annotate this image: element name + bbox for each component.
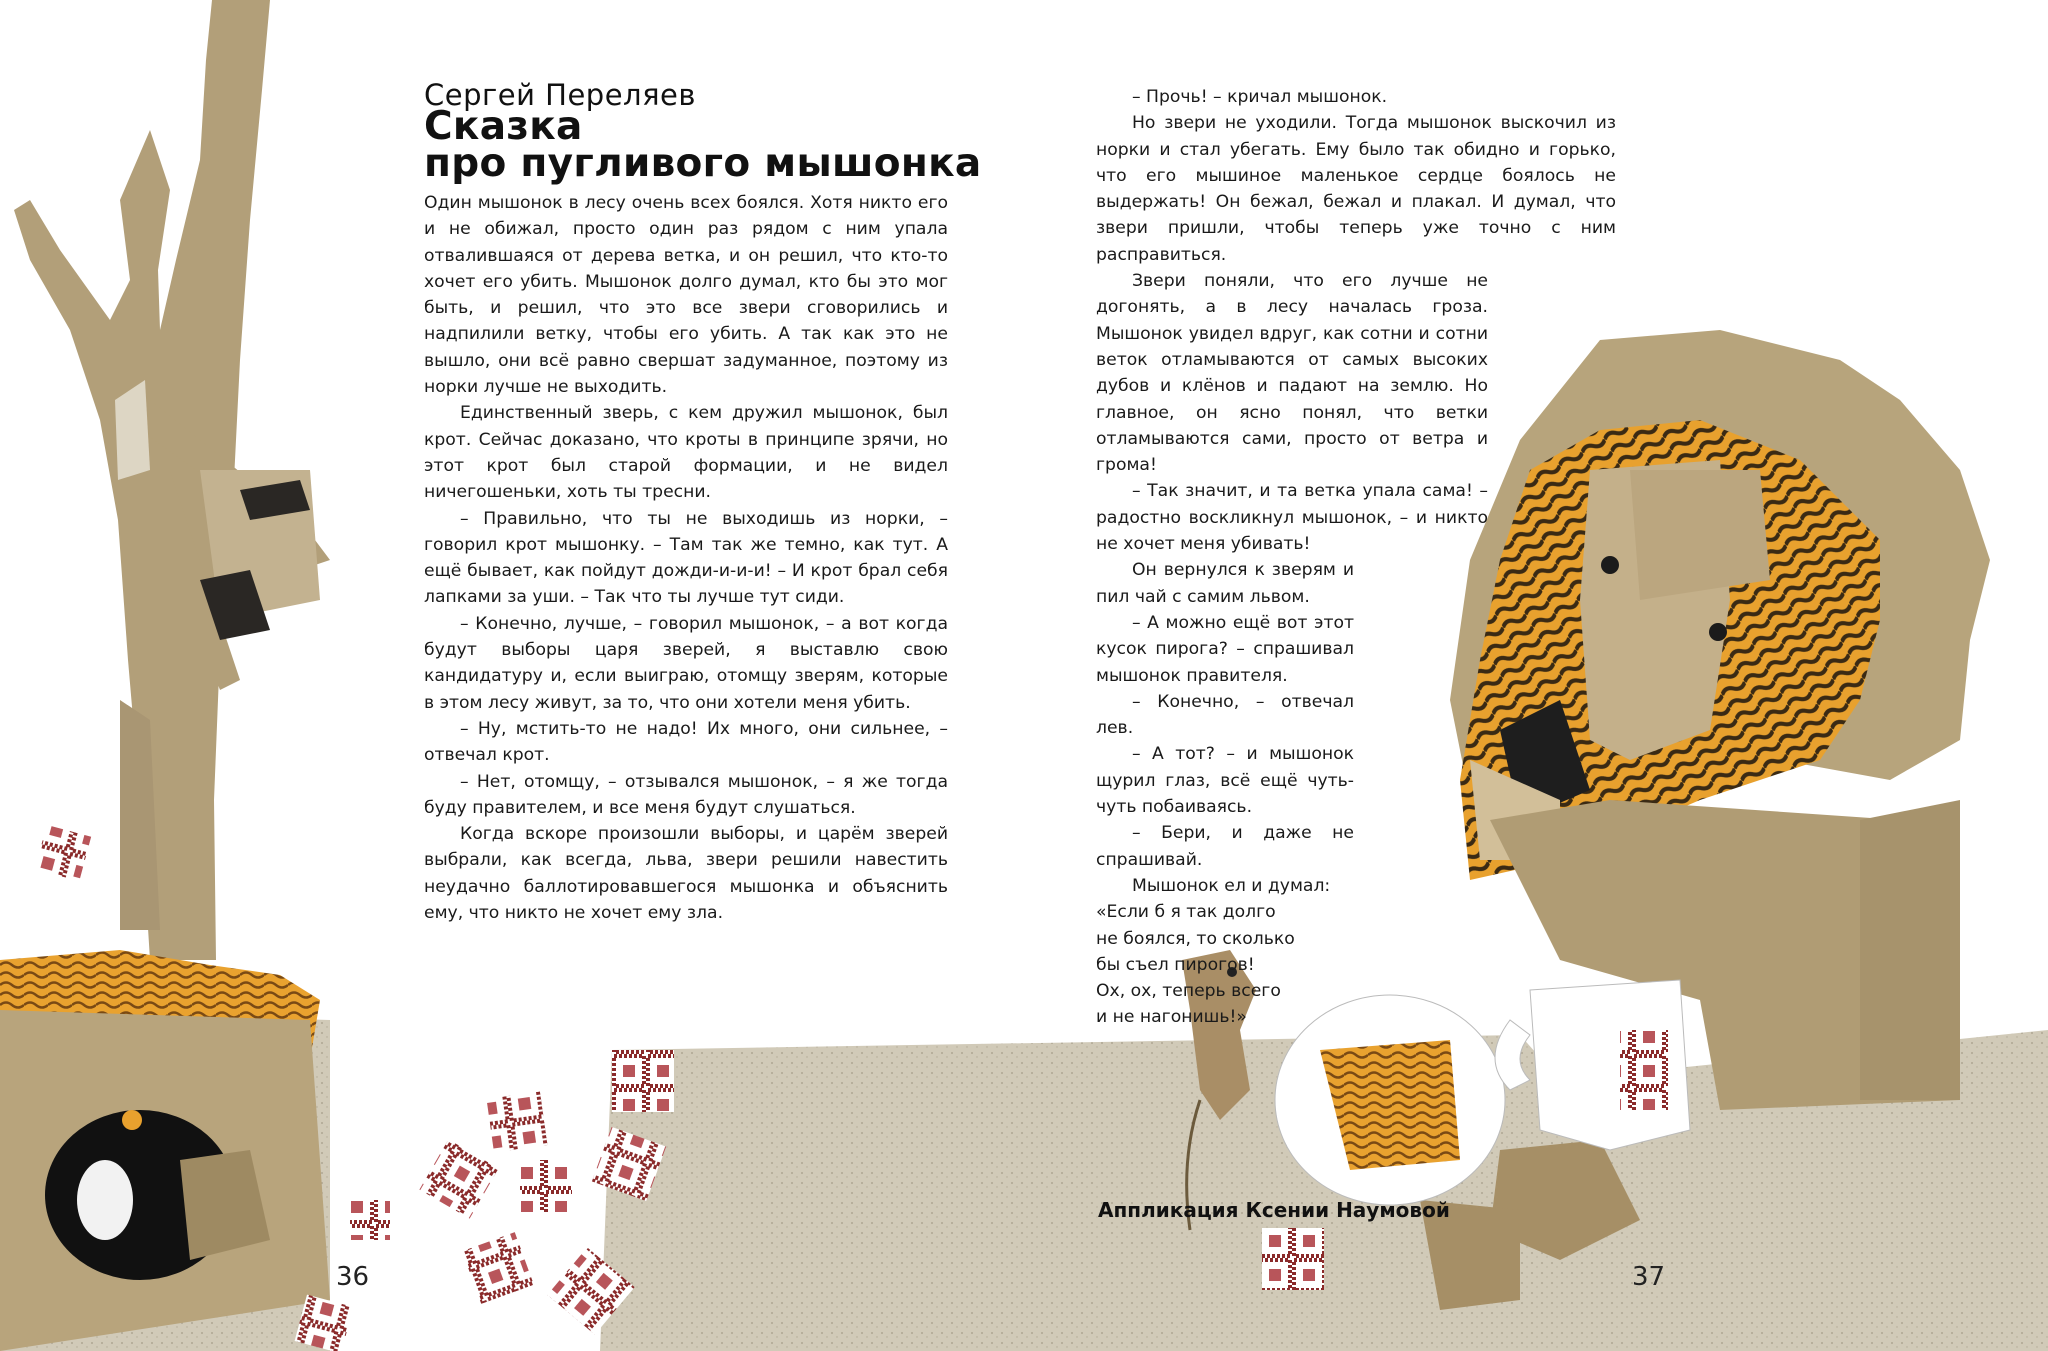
paragraph: – Бери, и даже не спрашивай. <box>1096 823 1354 870</box>
paragraph: – Так значит, и та ветка упала сама! – радостно воскликнул мышонок, – и никто не хочет меня убивать! <box>1096 481 1488 555</box>
illustration-credit: Аппликация Ксении Наумовой <box>1098 1198 1450 1222</box>
poem-line: Ох, ох, теперь всего <box>1096 981 1281 1002</box>
paragraph: – Конечно, лучше, – говорил мышонок, – а вот когда будут выборы царя зверей, я выставлю свою кандидатуру и, если выиграю, отомщу зверям, которые в этом лесу живут, за то, что они хотели меня убить. <box>424 613 948 713</box>
paragraph: Когда вскоре произошли выборы, и царём зверей выбрали, как всегда, льва, звери решили навестить неудачно баллотировавшегося мышонка и объяснить ему, что никто не хочет ему зла. <box>424 824 948 924</box>
paragraph: – Конечно, – отвечал лев. <box>1096 691 1354 739</box>
poem-line: не боялся, то сколько <box>1096 928 1295 949</box>
poem-line: «Если б я так долго <box>1096 902 1276 923</box>
page-number-right: 37 <box>1632 1262 1666 1292</box>
paragraph: – Ну, мстить-то не надо! Их много, они сильнее, – отвечал крот. <box>424 718 948 766</box>
poem <box>1096 899 1344 1030</box>
poem-line: и не нагонишь!» <box>1096 1007 1247 1028</box>
tree <box>14 0 330 960</box>
paragraph: – Нет, отомщу, – отзывался мышонок, – я же тогда буду правителем, и все меня будут слушаться. <box>424 771 948 818</box>
poem-line: бы съел пирогов! <box>1096 954 1255 975</box>
burrow <box>0 950 330 1351</box>
paragraph: – Прочь! – кричал мышонок. <box>1132 87 1388 107</box>
paragraph: Мышонок ел и думал: <box>1132 875 1331 896</box>
paragraph: – Правильно, что ты не выходишь из норки, – говорил крот мышонку. – Там так же темно, как тут. А ещё бывает, как пойдут дожди-и-и-и! – И крот брал себя лапками за уши. – Так что ты лучше тут сиди. <box>424 508 948 608</box>
title-line-2: про пугливого мышонка <box>424 141 982 186</box>
author-name: Сергей Переляев <box>424 78 696 112</box>
paragraph: – А тот? – и мышонок щурил глаз, всё ещё чуть-чуть побаиваясь. <box>1096 744 1354 818</box>
paragraph: Звери поняли, что его лучше не догонять, а в лесу началась гроза. Мышонок увидел вдруг, как сотни и сотни веток отламываются от самых высоких дубов и клёнов и падают на землю. Но главное, он ясно понял, что ветки отламываются сами, просто от ветра и грома! <box>1096 271 1488 476</box>
narrow-block <box>1096 268 1488 557</box>
title-line-1: Сказка <box>424 104 583 149</box>
narrow-block <box>1096 557 1354 899</box>
page-number-left: 36 <box>336 1262 370 1292</box>
paragraph: Он вернулся к зверям и пил чай с самим львом. <box>1096 560 1354 607</box>
story-title <box>424 104 982 186</box>
paragraph: Один мышонок в лесу очень всех боялся. Хотя никто его и не обижал, просто один раз рядом с ним упала отвалившаяся от дерева ветка, и он решил, что кто-то хочет его убить. Мышонок долго думал, кто бы это мог быть, и решил, что это все звери сговорились и надпилили ветку, чтобы его убить. А так как это не вышло, они всё равно свершат задуманное, поэтому из норки лучше не выходить. <box>424 193 948 398</box>
right-text-column <box>1096 84 1616 1031</box>
paragraph: Единственный зверь, с кем дружил мышонок, был крот. Сейчас доказано, что кроты в принципе зрячи, но этот крот был старой формации, и не видел ничегошеньки, хоть ты тресни. <box>424 403 948 503</box>
paragraph: – А можно ещё вот этот кусок пирога? – спрашивал мышонок правителя. <box>1096 612 1354 686</box>
left-text-column <box>424 190 948 926</box>
paragraph: Но звери не уходили. Тогда мышонок выскочил из норки и стал убегать. Ему было так обидно и горько, что его мышиное маленькое сердце боялось не выдержать! Он бежал, бежал и плакал. И думал, что звери пришли, чтобы теперь уже точно с ним расправиться. <box>1096 113 1616 265</box>
